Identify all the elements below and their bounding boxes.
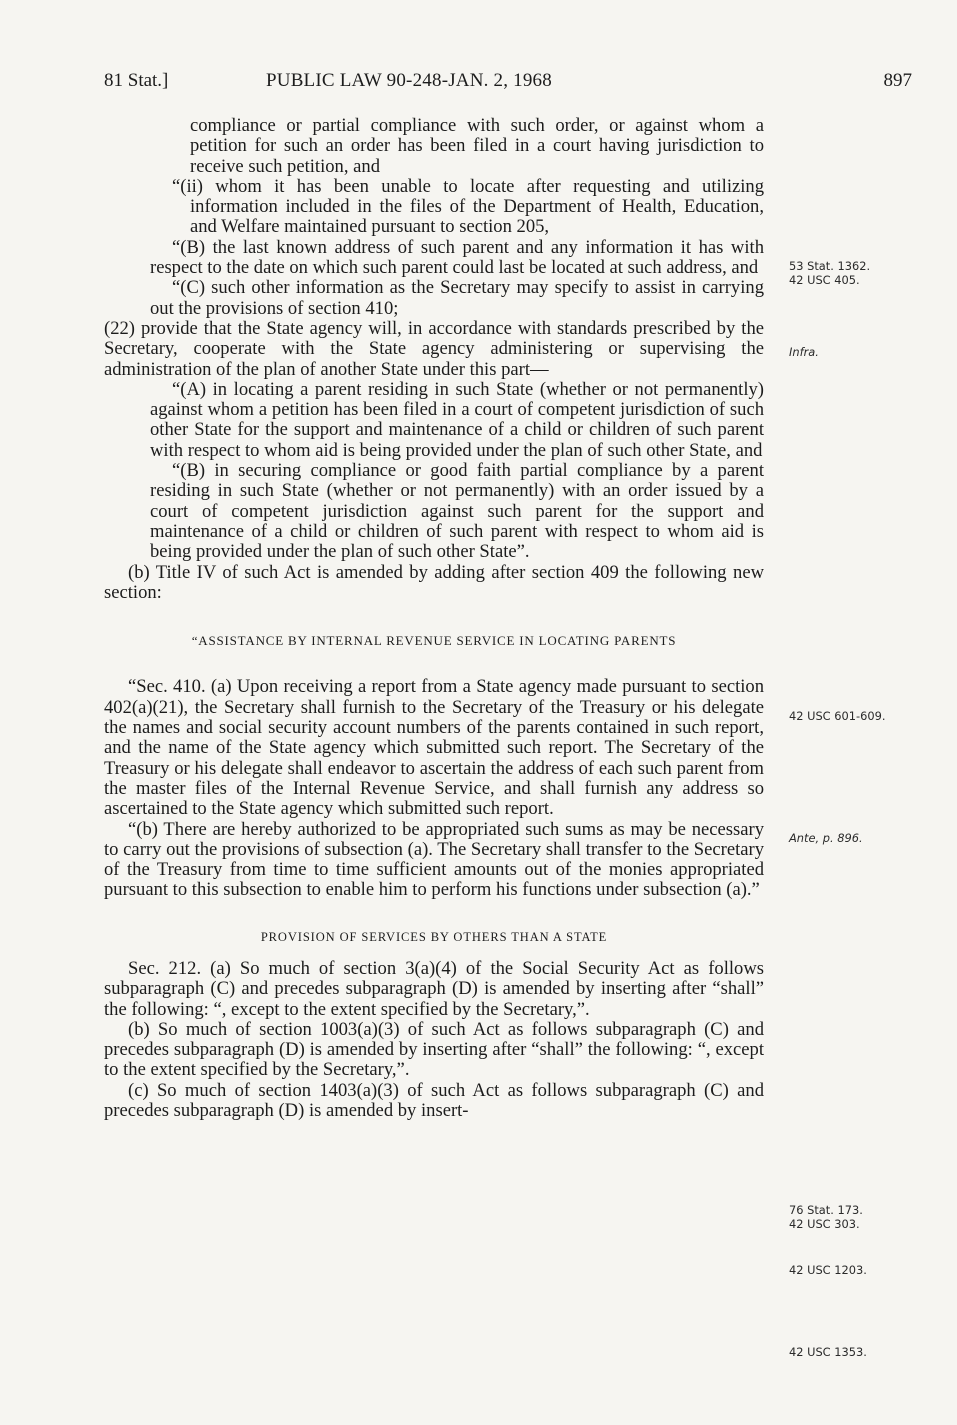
- paragraph: (b) So much of section 1003(a)(3) of such Act as follows subparagraph (C) and precedes subparagraph (D) is amended by inserting after “shall” the following: “, except to the extent specified by the Secretary,”.: [104, 1018, 764, 1081]
- running-title: PUBLIC LAW 90-248-JAN. 2, 1968: [266, 70, 552, 91]
- margin-note-line: 42 USC 303.: [789, 1217, 860, 1231]
- margin-note-line: 42 USC 1203.: [789, 1263, 867, 1277]
- paragraph: Sec. 212. (a) So much of section 3(a)(4) of the Social Security Act as follows subparagraph (C) and precedes subparagraph (D) is amended by inserting after “shall” the following: “, except to the extent specified by the Secretary,”.: [104, 957, 764, 1020]
- margin-note-line: 53 Stat. 1362.: [789, 259, 871, 273]
- margin-note: [789, 1345, 867, 1359]
- paragraph: compliance or partial compliance with such order, or against whom a petition for such an order has been filed in a court having jurisdiction to receive such petition, and: [190, 115, 764, 177]
- margin-note: [789, 259, 870, 287]
- statute-text: [104, 116, 764, 1121]
- paragraph: (c) So much of section 1403(a)(3) of such Act as follows subparagraph (C) and precedes subparagraph (D) is amended by insert-: [104, 1079, 764, 1122]
- margin-note: [789, 1263, 867, 1277]
- paragraph: “Sec. 410. (a) Upon receiving a report from a State agency made pursuant to section 402(a)(21), the Secretary shall furnish to the Secretary of the Treasury or his delegate the names and social security account numbers of the parents contained in such report, and the name of the State agency which submitted such report. The Secretary of the Treasury or his delegate shall endeavor to ascertain the address of each such parent from the master files of the Internal Revenue Service, and shall furnish any address so ascertained to the State agency which submitted such report.: [104, 676, 764, 820]
- margin-note-line: 42 USC 1353.: [789, 1345, 867, 1359]
- margin-note-line: Infra.: [789, 345, 819, 359]
- paragraph: “(B) the last known address of such parent and any information it has with respect to the date on which such parent could last be located at such address, and: [150, 236, 764, 279]
- margin-note-line: Ante, p. 896.: [789, 831, 863, 845]
- section-heading: PROVISION OF SERVICES BY OTHERS THAN A STATE: [260, 929, 608, 944]
- paragraph: “(ii) whom it has been unable to locate after requesting and utilizing information included in the files of the Department of Health, Education, and Welfare maintained pursuant to section 205,: [172, 175, 764, 238]
- page-number: 897: [883, 70, 912, 91]
- margin-note-line: 42 USC 601-609.: [789, 709, 886, 723]
- section-heading: “ASSISTANCE BY INTERNAL REVENUE SERVICE IN LOCATING PARENTS: [191, 633, 677, 649]
- margin-note-line: 42 USC 405.: [789, 273, 860, 287]
- paragraph: “(A) in locating a parent residing in such State (whether or not permanently) against whom a petition has been filed in a court of competent jurisdiction of such other State for the support and maintenance of a child or children of such parent with respect to whom aid is being provided under the plan of such other State, and: [150, 378, 764, 461]
- paragraph: “(C) such other information as the Secretary may specify to assist in carrying out the provisions of section 410;: [150, 277, 764, 319]
- margin-note: [789, 1203, 863, 1231]
- margin-note: [789, 709, 885, 723]
- margin-note-line: 76 Stat. 173.: [789, 1203, 863, 1217]
- paragraph: (22) provide that the State agency will, in accordance with standards prescribed by the Secretary, cooperate with the State agency administering or supervising the administration of the plan of another State under this part—: [104, 317, 764, 380]
- volume-reference: 81 Stat.]: [104, 70, 169, 91]
- margin-note: [789, 831, 863, 845]
- page-header: [104, 70, 912, 98]
- paragraph: (b) Title IV of such Act is amended by adding after section 409 the following new section:: [104, 561, 764, 603]
- paragraph: “(B) in securing compliance or good faith partial compliance by a parent residing in such State (whether or not permanently) with an order issued by a court of competent jurisdiction against such parent for the support and maintenance of a child or children of such parent with respect to whom aid is being provided under the plan of such other State”.: [150, 460, 764, 563]
- paragraph: “(b) There are hereby authorized to be appropriated such sums as may be necessary to carry out the provisions of subsection (a). The Secretary shall transfer to the Secretary of the Treasury from time to time sufficient amounts out of the monies appropriated pursuant to this subsection to enable him to perform his functions under subsection (a).”: [104, 818, 764, 901]
- margin-note: [789, 345, 819, 359]
